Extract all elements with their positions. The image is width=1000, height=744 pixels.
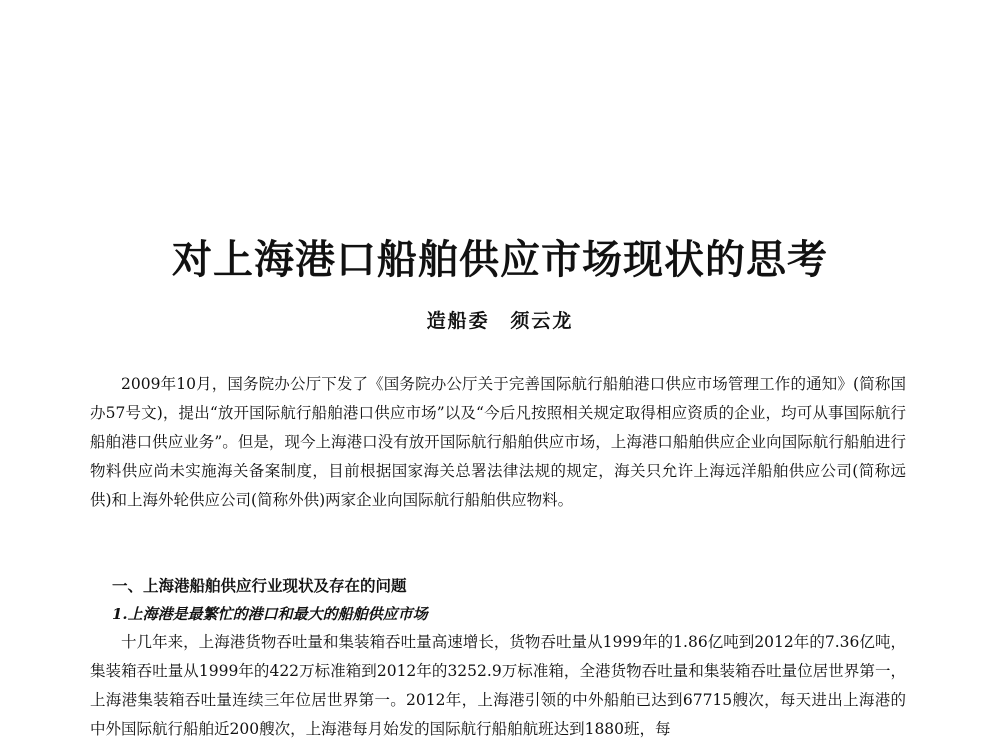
article-title: 对上海港口船舶供应市场现状的思考 bbox=[172, 236, 828, 283]
subsection-heading: 1.上海港是最繁忙的港口和最大的船舶供应市场 bbox=[112, 605, 428, 623]
author-name: 须云龙 bbox=[510, 310, 574, 332]
author-name: 造船委 bbox=[426, 310, 490, 332]
intro-section bbox=[90, 370, 906, 515]
body-paragraph: 十几年来，上海港货物吞吐量和集装箱吞吐量高速增长，货物吞吐量从1999年的1.86亿吨到2012年的7.36亿吨，集装箱吞吐量从1999年的422万标准箱到2012年的3252.9万标准箱，全港货物吞吐量和集装箱吞吐量位居世界第一，上海港集装箱吞吐量连续三年位居世界第一。2012年，上海港引领的中外船舶已达到67715艘次，每天进出上海港的中外国际航行船舶近200艘次，上海港每月始发的国际航行船舶航班达到1880班，每 bbox=[90, 633, 906, 738]
intro-paragraph: 2009年10月，国务院办公厅下发了《国务院办公厅关于完善国际航行船舶港口供应市场管理工作的通知》(简称国办57号文)，提出“放开国际航行船舶港口供应市场”以及“今后凡按照相关规定取得相应资质的企业，均可从事国际航行船舶港口供应业务”。但是，现今上海港口没有放开国际航行船舶供应市场，上海港口船舶供应企业向国际航行船舶进行物料供应尚未实施海关备案制度，目前根据国家海关总署法律法规的规定，海关只允许上海远洋船舶供应公司(简称远供)和上海外轮供应公司(简称外供)两家企业向国际航行船舶供应物料。 bbox=[90, 375, 906, 509]
author-line bbox=[0, 306, 1000, 333]
subsection-body bbox=[90, 628, 906, 744]
section-heading: 一、上海港船舶供应行业现状及存在的问题 bbox=[112, 577, 407, 595]
